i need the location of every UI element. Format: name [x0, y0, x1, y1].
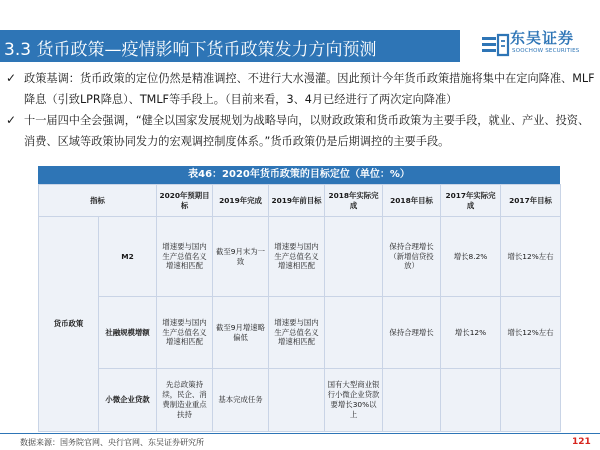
- table-cell: [325, 217, 383, 297]
- column-header: 2020年预期目标: [157, 185, 213, 217]
- column-header: 2019年前目标: [269, 185, 325, 217]
- table-cell: 增长8.2%: [441, 217, 501, 297]
- table-cell: 增速要与国内生产总值名义增速相匹配: [269, 297, 325, 369]
- table-cell: [383, 369, 441, 432]
- table-cell: 增长12%左右: [501, 217, 561, 297]
- table-row: [39, 217, 561, 297]
- category-cell: 货币政策: [39, 217, 99, 432]
- table-row: [39, 369, 561, 432]
- table-cell: 增长12%左右: [501, 297, 561, 369]
- footer-divider: [0, 433, 600, 434]
- table-title: 表46：2020年货币政策的目标定位（单位：%）: [38, 166, 560, 184]
- table-header-row: [39, 185, 561, 217]
- checkmark-icon: ✓: [6, 113, 17, 127]
- table-cell: [441, 369, 501, 432]
- table-cell: [269, 369, 325, 432]
- table-cell: 增速要与国内生产总值名义增速相匹配: [157, 217, 213, 297]
- tool-cell: 小微企业贷款: [99, 369, 157, 432]
- table-cell: 保持合理增长: [383, 297, 441, 369]
- table-cell: 先总政策持续，民企、消费制造业重点扶持: [157, 369, 213, 432]
- table-cell: 截至9月增速略偏低: [213, 297, 269, 369]
- table-cell: 国有大型商业银行小微企业贷款要增长30%以上: [325, 369, 383, 432]
- table-cell: 增长12%: [441, 297, 501, 369]
- tool-cell: 社融规模增额: [99, 297, 157, 369]
- table-cell: 增速要与国内生产总值名义增速相匹配: [269, 217, 325, 297]
- table-cell: 增速要与国内生产总值名义增速相匹配: [157, 297, 213, 369]
- column-header: 指标: [39, 185, 157, 217]
- column-header: 2019年完成: [213, 185, 269, 217]
- bullet-text: 政策基调：货币政策的定位仍然是精准调控、不进行大水漫灌。因此预计今年货币政策措施将集中在定向降准、MLF降息（引致LPR降息）、TMLF等手段上。（目前来看，3、4月已经进行了两次定向降准）: [24, 72, 595, 106]
- table-cell: 保持合理增长（新增信贷投放）: [383, 217, 441, 297]
- bullet-policy-tone: [6, 68, 596, 110]
- table-cell: 截至9月末为一致: [213, 217, 269, 297]
- logo: [480, 26, 596, 64]
- table-cell: [325, 297, 383, 369]
- bullet-plenary: [6, 110, 596, 152]
- bullet-text: 十一届四中全会强调，“健全以国家发展规划为战略导向，以财政政策和货币政策为主要手段，就业、产业、投资、消费、区域等政策协同发力的宏观调控制度体系。”货币政策仍是后期调控的主要手段。: [24, 114, 590, 148]
- title-bar: [0, 30, 460, 62]
- table-cell: 基本完成任务: [213, 369, 269, 432]
- table-row: [39, 297, 561, 369]
- data-source: 数据来源：国务院官网、央行官网、东吴证券研究所: [20, 438, 204, 447]
- checkmark-icon: ✓: [6, 71, 17, 85]
- bullet-list: [6, 68, 596, 152]
- monetary-policy-table: [38, 184, 561, 432]
- column-header: 2017年目标: [501, 185, 561, 217]
- column-header: 2018年实际完成: [325, 185, 383, 217]
- tool-cell: M2: [99, 217, 157, 297]
- column-header: 2018年目标: [383, 185, 441, 217]
- soochow-logo-icon: [480, 29, 510, 59]
- table-cell: [501, 369, 561, 432]
- column-header: 2017年实际完成: [441, 185, 501, 217]
- logo-text-en: SOOCHOW SECURITIES: [512, 48, 580, 54]
- page-title: 3.3 货币政策—疫情影响下货币政策发力方向预测: [4, 40, 377, 60]
- logo-text-cn: 东吴证券: [510, 29, 575, 47]
- page-number: 121: [572, 437, 591, 447]
